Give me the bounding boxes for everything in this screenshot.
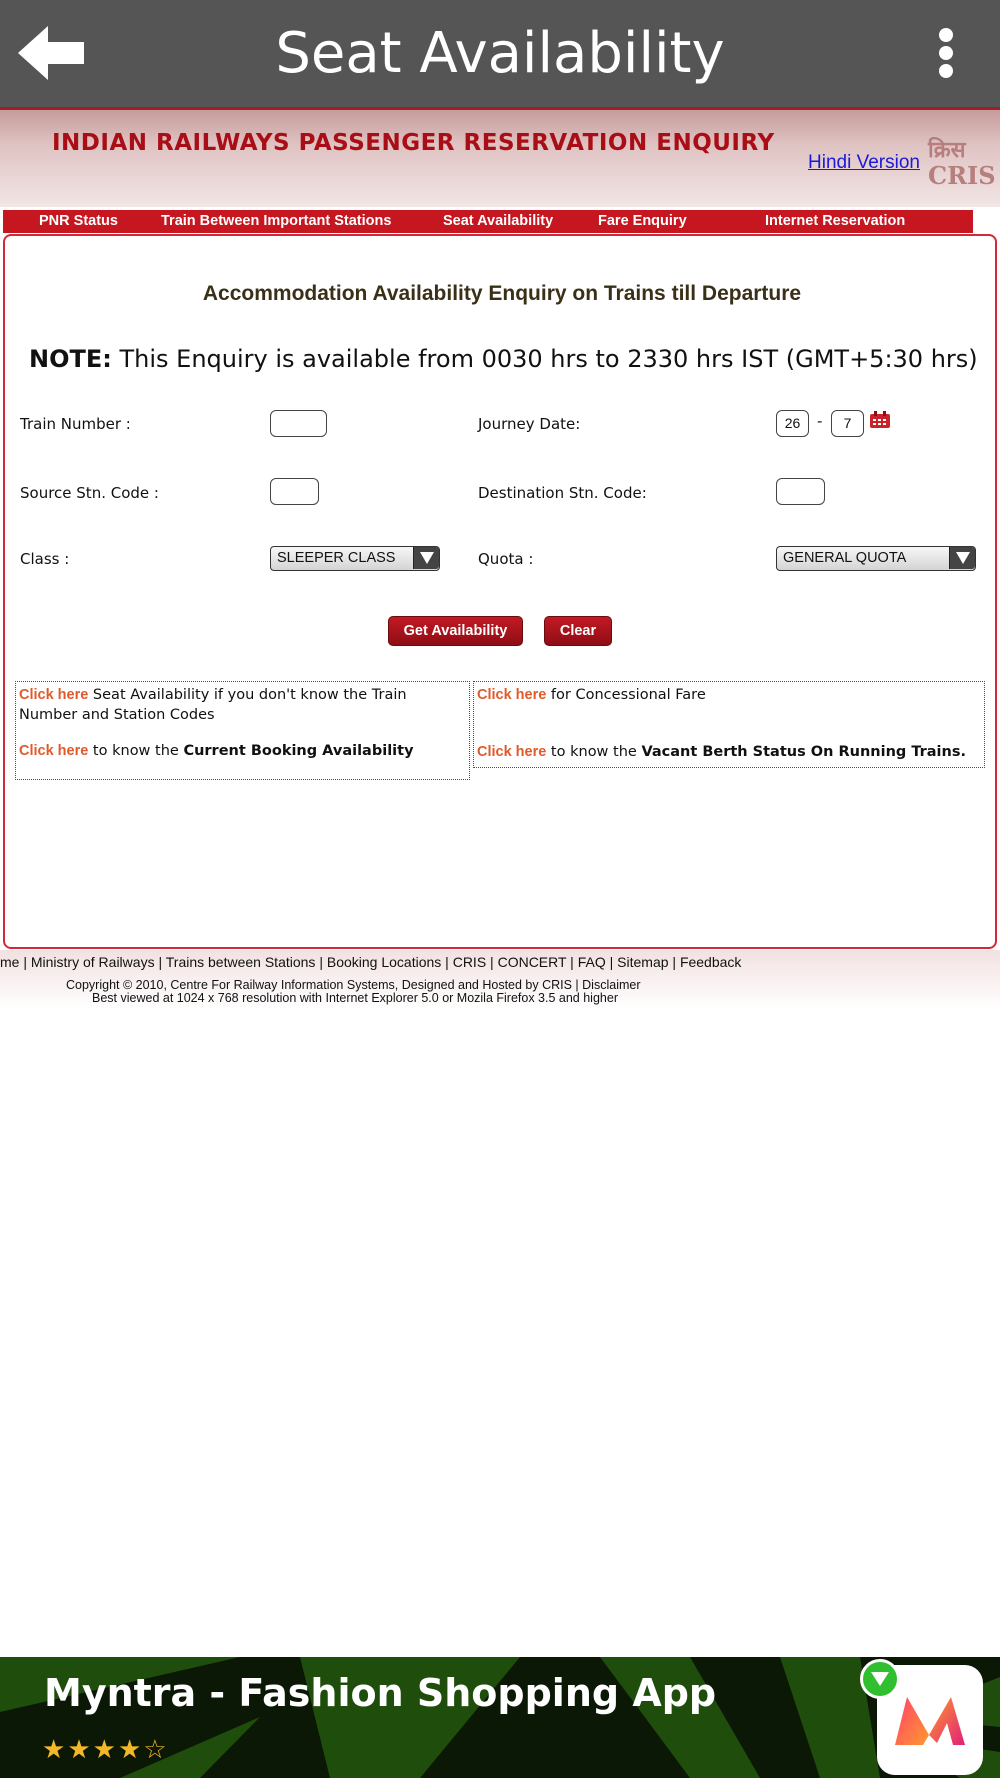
quota-select[interactable] bbox=[776, 546, 976, 571]
footer-link-feedback[interactable]: Feedback bbox=[679, 954, 742, 970]
nav-item-train-between-stations[interactable]: Train Between Important Stations bbox=[161, 213, 392, 229]
destination-station-label: Destination Stn. Code: bbox=[478, 484, 647, 502]
info-box-left bbox=[15, 681, 470, 780]
source-station-label: Source Stn. Code : bbox=[20, 484, 159, 502]
availability-note bbox=[29, 345, 978, 373]
footer-link-sitemap[interactable]: Sitemap bbox=[617, 954, 669, 970]
quota-select-value: GENERAL QUOTA bbox=[783, 550, 907, 566]
star-icon: ★ bbox=[117, 1735, 144, 1765]
info-right-line-1 bbox=[477, 687, 706, 703]
footer-link-trains-between-stations[interactable]: Trains between Stations bbox=[165, 954, 316, 970]
footer-link-concert[interactable]: CONCERT bbox=[497, 954, 567, 970]
site-brand: INDIAN RAILWAYS PASSENGER RESERVATION ENQUIRY bbox=[52, 130, 775, 156]
get-availability-button[interactable]: Get Availability bbox=[388, 616, 523, 646]
clear-button[interactable]: Clear bbox=[544, 616, 612, 646]
site-footer bbox=[0, 950, 1000, 1010]
footer-link-home[interactable]: me bbox=[0, 954, 20, 970]
copyright-text: Copyright © 2010, Centre For Railway Information Systems, Designed and Hosted by CRIS | Disclaimer bbox=[66, 978, 641, 992]
source-station-input[interactable] bbox=[270, 478, 319, 505]
click-here-vacant-berth-link[interactable]: Click here bbox=[477, 744, 547, 760]
quota-label: Quota : bbox=[478, 550, 534, 568]
date-separator: - bbox=[817, 412, 823, 430]
info-left-line-2: Number and Station Codes bbox=[19, 707, 215, 723]
vacant-berth-status-text: Vacant Berth Status On Running Trains. bbox=[641, 744, 966, 760]
footer-link-ministry[interactable]: Ministry of Railways bbox=[30, 954, 155, 970]
train-number-input[interactable] bbox=[270, 410, 327, 437]
nav-item-seat-availability[interactable]: Seat Availability bbox=[443, 213, 554, 229]
nav-item-fare-enquiry[interactable]: Fare Enquiry bbox=[598, 213, 687, 229]
page-title: Seat Availability bbox=[275, 21, 725, 86]
info-box-right bbox=[473, 681, 985, 768]
nav-bar bbox=[3, 210, 973, 233]
journey-day-input[interactable]: 26 bbox=[776, 410, 809, 437]
ad-title: Myntra - Fashion Shopping App bbox=[44, 1671, 717, 1715]
note-label: NOTE: bbox=[29, 345, 112, 373]
destination-station-input[interactable] bbox=[776, 478, 825, 505]
class-label: Class : bbox=[20, 550, 70, 568]
rating-stars bbox=[42, 1735, 169, 1765]
cris-logo-hindi: क्रिस bbox=[928, 137, 966, 163]
journey-date-label: Journey Date: bbox=[478, 415, 581, 433]
download-icon[interactable] bbox=[860, 1659, 900, 1699]
click-here-concessional-fare-link[interactable]: Click here bbox=[477, 687, 547, 703]
nav-item-pnr-status[interactable]: PNR Status bbox=[39, 213, 118, 229]
enquiry-panel bbox=[3, 234, 997, 949]
footer-links: me | Ministry of Railways | Trains between Stations | Booking Locations | CRIS | CONCERT | FAQ | Sitemap | Feedback bbox=[0, 954, 742, 970]
footer-link-cris[interactable]: CRIS bbox=[452, 954, 487, 970]
class-select[interactable] bbox=[270, 546, 440, 571]
form-heading: Accommodation Availability Enquiry on Trains till Departure bbox=[202, 282, 802, 305]
star-icon: ★ bbox=[67, 1735, 93, 1765]
journey-month-input[interactable]: 7 bbox=[831, 410, 864, 437]
hindi-version-link[interactable]: Hindi Version bbox=[808, 152, 920, 173]
star-icon: ★ bbox=[92, 1735, 118, 1765]
calendar-icon[interactable] bbox=[869, 411, 891, 433]
cris-logo bbox=[926, 134, 998, 190]
info-right-text-2: to know the bbox=[546, 744, 642, 760]
note-text: This Enquiry is available from 0030 hrs to 2330 hrs IST (GMT+5:30 hrs) bbox=[111, 345, 978, 373]
info-right-text-1: for Concessional Fare bbox=[546, 687, 706, 703]
star-icon: ★ bbox=[42, 1735, 68, 1765]
site-header bbox=[0, 107, 1000, 207]
nav-item-internet-reservation[interactable]: Internet Reservation bbox=[765, 213, 906, 229]
info-left-text-3: to know the bbox=[88, 743, 184, 759]
info-left-line-3 bbox=[19, 743, 414, 759]
footer-link-faq[interactable]: FAQ bbox=[577, 954, 606, 970]
click-here-current-booking-link[interactable]: Click here bbox=[19, 743, 89, 759]
star-empty-icon: ☆ bbox=[143, 1735, 169, 1765]
chevron-down-icon bbox=[413, 547, 439, 569]
best-viewed-text: Best viewed at 1024 x 768 resolution with Internet Explorer 5.0 or Mozila Firefox 3.5 and higher bbox=[92, 991, 618, 1005]
footer-link-booking-locations[interactable]: Booking Locations bbox=[326, 954, 442, 970]
current-booking-availability-text: Current Booking Availability bbox=[183, 743, 414, 759]
more-options-icon[interactable] bbox=[924, 24, 968, 82]
info-left-text-1: Seat Availability if you don't know the Train bbox=[88, 687, 407, 703]
ad-banner[interactable] bbox=[0, 1657, 1000, 1778]
cris-logo-text: CRIS bbox=[928, 161, 996, 190]
info-left-line-1 bbox=[19, 687, 407, 703]
train-number-label: Train Number : bbox=[20, 415, 131, 433]
info-right-line-2 bbox=[477, 744, 966, 760]
click-here-seat-availability-link[interactable]: Click here bbox=[19, 687, 89, 703]
class-select-value: SLEEPER CLASS bbox=[277, 550, 396, 566]
app-bar bbox=[0, 0, 1000, 107]
chevron-down-icon bbox=[949, 547, 975, 569]
